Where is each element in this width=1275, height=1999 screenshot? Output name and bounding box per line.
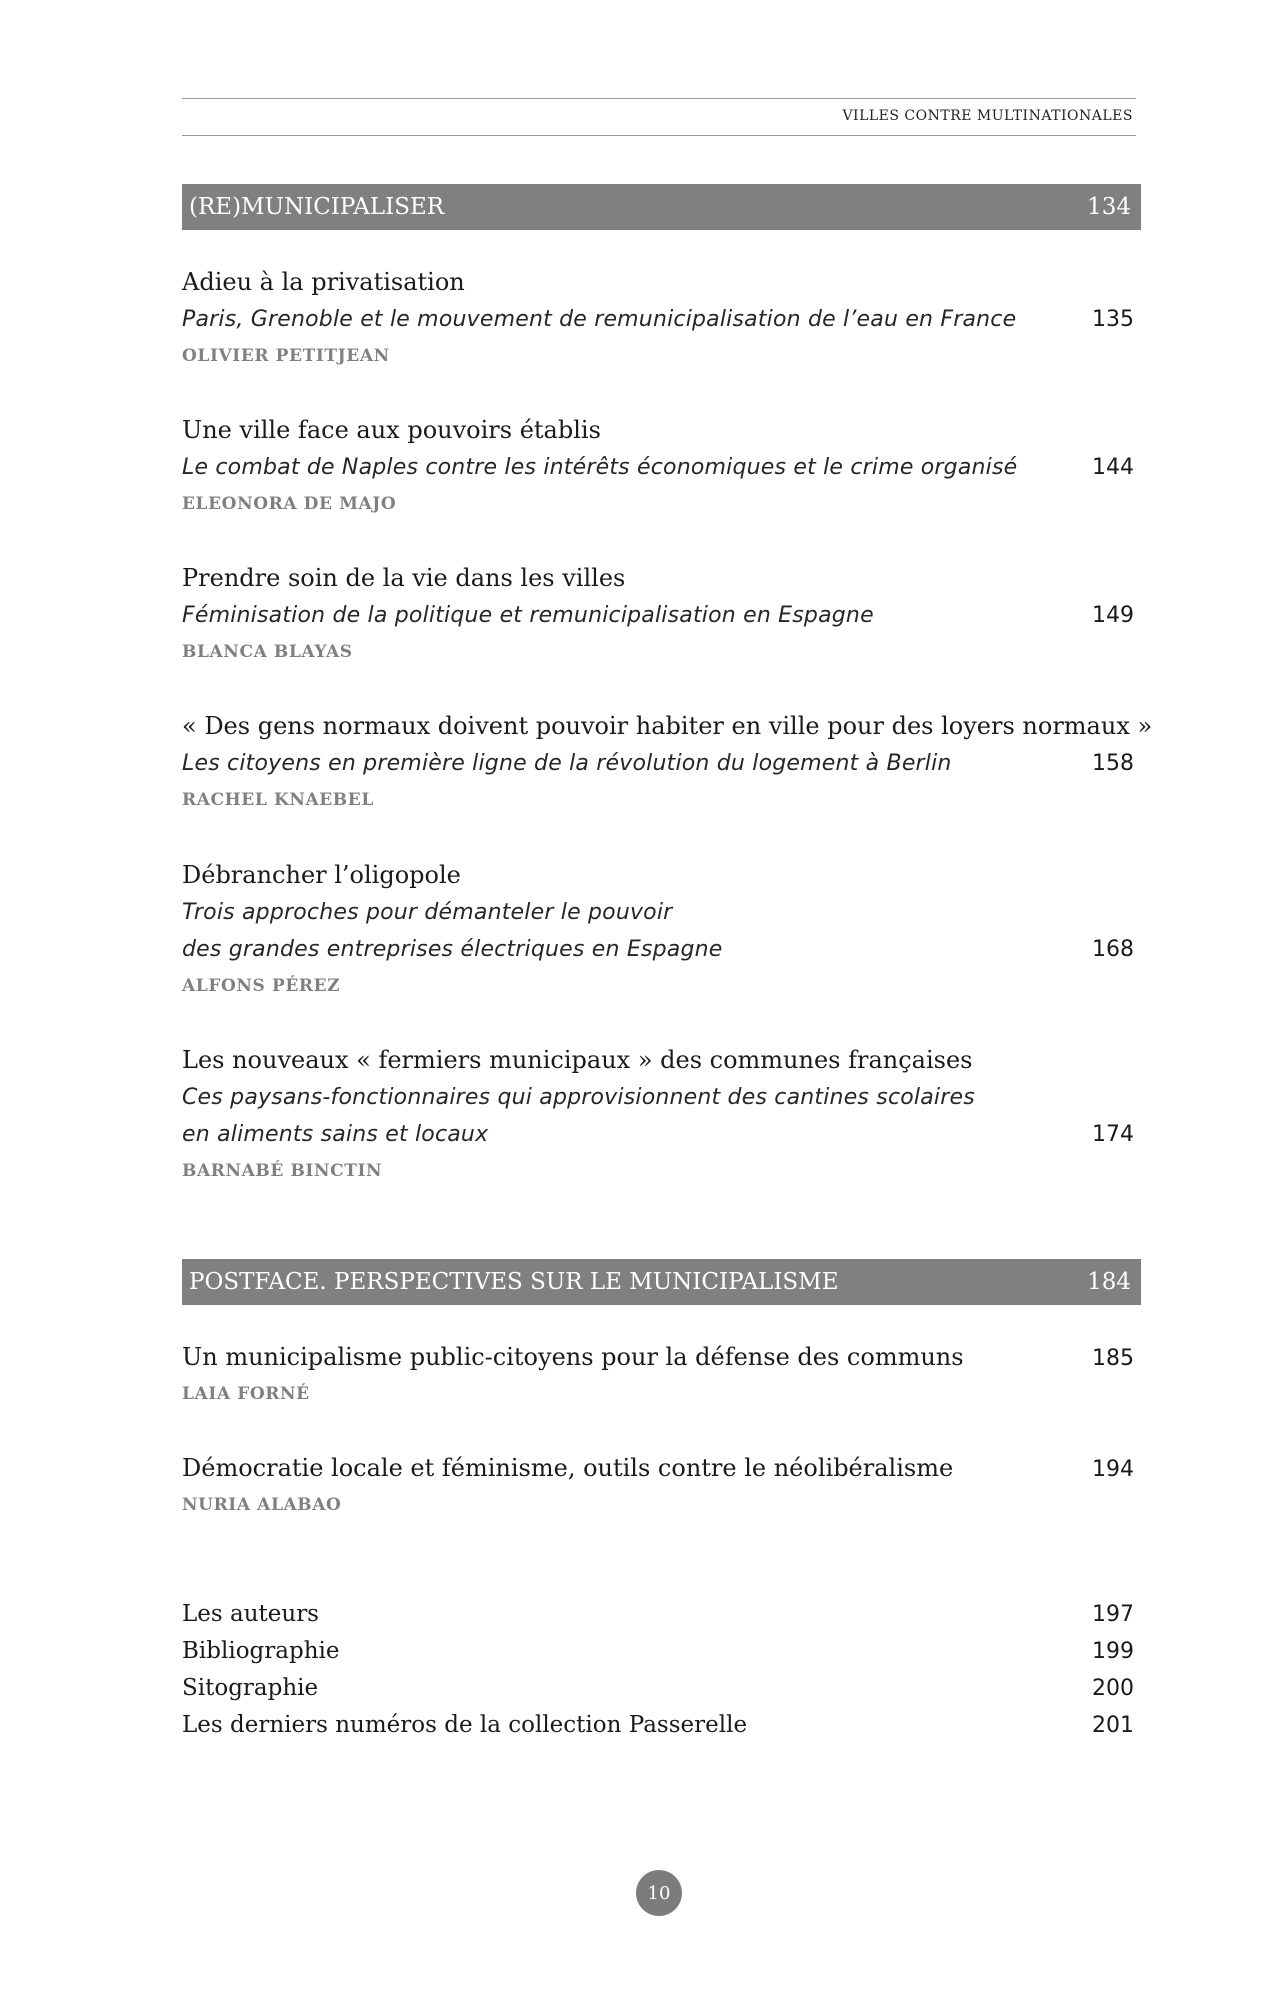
entry-page: 168 bbox=[1092, 937, 1134, 962]
back-matter-item[interactable] bbox=[182, 1707, 1134, 1744]
back-matter-title: Bibliographie bbox=[182, 1638, 340, 1664]
entry-page: 185 bbox=[1092, 1346, 1134, 1371]
back-matter-item[interactable] bbox=[182, 1670, 1134, 1707]
running-head: VILLES CONTRE MULTINATIONALES bbox=[842, 108, 1133, 124]
entry-subtitle: Féminisation de la politique et remunicipalisation en Espagne bbox=[182, 603, 874, 628]
entry-page: 135 bbox=[1092, 307, 1134, 332]
toc-entry[interactable] bbox=[182, 560, 1134, 671]
header-rule-top bbox=[182, 98, 1136, 99]
entry-title: Un municipalisme public-citoyens pour la défense des communs bbox=[182, 1343, 964, 1371]
toc-entry[interactable] bbox=[182, 857, 1134, 1005]
entry-author: ALFONS PÉREZ bbox=[182, 976, 341, 996]
section-page: 184 bbox=[1087, 1269, 1131, 1295]
entry-subtitle: en aliments sains et locaux bbox=[182, 1122, 489, 1147]
entry-title: Adieu à la privatisation bbox=[182, 268, 465, 296]
back-matter-page: 199 bbox=[1092, 1639, 1134, 1664]
back-matter-item[interactable] bbox=[182, 1596, 1134, 1633]
entry-subtitle: Ces paysans-fonctionnaires qui approvisionnent des cantines scolaires bbox=[182, 1085, 975, 1110]
entry-page: 194 bbox=[1092, 1457, 1134, 1482]
toc-entry[interactable] bbox=[182, 708, 1153, 819]
entry-page: 158 bbox=[1092, 751, 1134, 776]
entry-page: 144 bbox=[1092, 455, 1134, 480]
entry-subtitle: Le combat de Naples contre les intérêts économiques et le crime organisé bbox=[182, 455, 1018, 480]
back-matter-item[interactable] bbox=[182, 1633, 1134, 1670]
entry-author: LAIA FORNÉ bbox=[182, 1384, 310, 1404]
toc-entry[interactable] bbox=[182, 264, 1134, 375]
back-matter-title: Les auteurs bbox=[182, 1601, 319, 1627]
toc-entry[interactable] bbox=[182, 1042, 1134, 1190]
entry-title: Une ville face aux pouvoirs établis bbox=[182, 416, 601, 444]
entry-author: BLANCA BLAYAS bbox=[182, 642, 353, 662]
back-matter-title: Les derniers numéros de la collection Passerelle bbox=[182, 1712, 748, 1738]
section-heading-postface bbox=[182, 1259, 1141, 1305]
entry-page: 149 bbox=[1092, 603, 1134, 628]
entry-author: OLIVIER PETITJEAN bbox=[182, 346, 390, 366]
back-matter-page: 200 bbox=[1092, 1676, 1134, 1701]
back-matter-title: Sitographie bbox=[182, 1675, 319, 1701]
entry-title: Démocratie locale et féminisme, outils contre le néolibéralisme bbox=[182, 1454, 954, 1482]
entry-page: 174 bbox=[1092, 1122, 1134, 1147]
section-heading-remunicipaliser bbox=[182, 184, 1141, 230]
back-matter-page: 201 bbox=[1092, 1713, 1134, 1738]
section-page: 134 bbox=[1087, 194, 1131, 220]
entry-subtitle: Trois approches pour démanteler le pouvoir bbox=[182, 900, 673, 925]
section-title: (RE)MUNICIPALISER bbox=[189, 194, 445, 220]
back-matter-page: 197 bbox=[1092, 1602, 1134, 1627]
section-title: POSTFACE. PERSPECTIVES SUR LE MUNICIPALISME bbox=[189, 1269, 839, 1295]
entry-author: NURIA ALABAO bbox=[182, 1495, 342, 1515]
entry-author: RACHEL KNAEBEL bbox=[182, 790, 374, 810]
entry-subtitle: Les citoyens en première ligne de la révolution du logement à Berlin bbox=[182, 751, 952, 776]
entry-author: ELEONORA DE MAJO bbox=[182, 494, 397, 514]
toc-entry[interactable] bbox=[182, 1339, 1134, 1413]
header-rule-bottom bbox=[182, 135, 1136, 136]
entry-title: « Des gens normaux doivent pouvoir habiter en ville pour des loyers normaux » bbox=[182, 712, 1153, 740]
page-number: 10 bbox=[636, 1870, 682, 1916]
entry-subtitle: Paris, Grenoble et le mouvement de remunicipalisation de l’eau en France bbox=[182, 307, 1017, 332]
entry-subtitle: des grandes entreprises électriques en Espagne bbox=[182, 937, 723, 962]
entry-title: Les nouveaux « fermiers municipaux » des communes françaises bbox=[182, 1046, 973, 1074]
entry-title: Débrancher l’oligopole bbox=[182, 861, 461, 889]
back-matter-list bbox=[182, 1596, 1134, 1744]
toc-entry[interactable] bbox=[182, 1450, 1134, 1524]
entry-title: Prendre soin de la vie dans les villes bbox=[182, 564, 626, 592]
toc-entry[interactable] bbox=[182, 412, 1134, 523]
entry-author: BARNABÉ BINCTIN bbox=[182, 1161, 383, 1181]
